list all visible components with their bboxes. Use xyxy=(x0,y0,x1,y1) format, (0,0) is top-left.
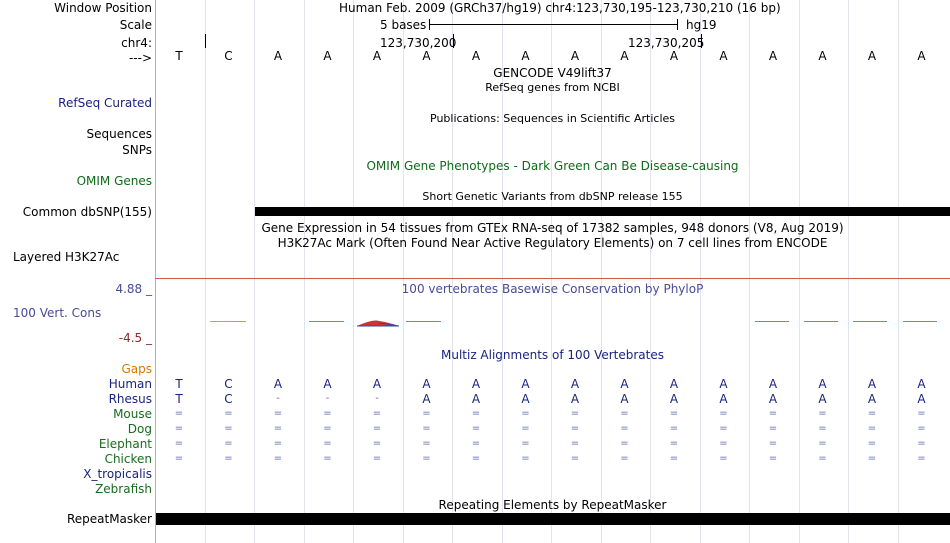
alignment-base: = xyxy=(719,408,728,419)
repeatmasker-track-title[interactable]: Repeating Elements by RepeatMasker xyxy=(438,498,667,512)
alignment-base: = xyxy=(669,438,679,449)
phylop-track-title[interactable]: 100 vertebrates Basewise Conservation by PhyloP xyxy=(401,282,704,296)
alignment-base: A xyxy=(917,392,926,406)
gencode-track-title[interactable]: GENCODE V49lift37 xyxy=(493,66,612,80)
alignment-base: = xyxy=(372,423,382,434)
alignment-base: = xyxy=(471,408,481,419)
alignment-base: A xyxy=(669,392,679,406)
phylop-max-label: 4.88 _ xyxy=(115,282,152,296)
alignment-base: = xyxy=(273,453,283,464)
alignment-base: = xyxy=(917,438,926,449)
reference-base: A xyxy=(422,49,431,63)
alignment-base: A xyxy=(570,392,580,406)
alignment-base: = xyxy=(719,438,728,449)
alignment-base: = xyxy=(917,423,926,434)
alignment-base: = xyxy=(719,453,728,464)
strand-label: ---> xyxy=(128,51,152,65)
species-label-human[interactable]: Human xyxy=(108,377,152,391)
alignment-base: = xyxy=(620,423,629,434)
alignment-base: = xyxy=(867,453,877,464)
alignment-base: = xyxy=(669,453,679,464)
alignment-base: = xyxy=(422,438,431,449)
repeatmasker-label[interactable]: RepeatMasker xyxy=(66,512,152,526)
common-dbsnp-label[interactable]: Common dbSNP(155) xyxy=(22,205,152,219)
phylop-signal xyxy=(755,321,789,322)
phylop-track-label[interactable]: 100 Vert. Cons xyxy=(13,306,102,320)
phylop-signal xyxy=(406,321,441,322)
alignment-base: = xyxy=(224,438,233,449)
alignment-base: = xyxy=(818,423,827,434)
alignment-base: = xyxy=(471,453,481,464)
phylop-signal xyxy=(210,321,246,322)
phylop-signal xyxy=(309,321,344,322)
alignment-base: A xyxy=(521,377,530,391)
reference-base: C xyxy=(224,49,233,63)
refseq-curated-label[interactable]: RefSeq Curated xyxy=(58,96,152,110)
alignment-base: = xyxy=(620,438,629,449)
alignment-base: - xyxy=(276,393,280,404)
alignment-base: A xyxy=(471,392,481,406)
alignment-base: C xyxy=(224,377,233,391)
alignment-base: = xyxy=(620,453,629,464)
reference-base: A xyxy=(521,49,530,63)
alignment-base: = xyxy=(768,453,778,464)
alignment-base: A xyxy=(917,377,926,391)
alignment-base: A xyxy=(273,377,283,391)
alignment-base: = xyxy=(521,408,530,419)
window-position-label: Window Position xyxy=(54,1,152,15)
alignment-base: = xyxy=(719,423,728,434)
omim-genes-label[interactable]: OMIM Genes xyxy=(76,174,152,188)
scale-bar xyxy=(429,24,677,25)
alignment-base: = xyxy=(422,453,431,464)
multiz-track-title[interactable]: Multiz Alignments of 100 Vertebrates xyxy=(440,348,665,362)
alignment-base: = xyxy=(471,423,481,434)
alignment-base: A xyxy=(620,377,629,391)
alignment-base: = xyxy=(224,408,233,419)
reference-base: A xyxy=(719,49,728,63)
alignment-base: = xyxy=(323,438,332,449)
alignment-base: A xyxy=(620,392,629,406)
dbsnp-track-title[interactable]: Short Genetic Variants from dbSNP release 155 xyxy=(422,190,683,203)
alignment-base: = xyxy=(768,438,778,449)
alignment-base: A xyxy=(323,377,332,391)
alignment-base: A xyxy=(422,377,431,391)
reference-base: A xyxy=(669,49,679,63)
reference-base: A xyxy=(273,49,283,63)
alignment-base: = xyxy=(372,438,382,449)
alignment-base: = xyxy=(521,423,530,434)
reference-base: T xyxy=(175,49,183,63)
species-label-dog[interactable]: Dog xyxy=(127,422,152,436)
coord-label-2: 123,730,205 xyxy=(628,36,705,50)
alignment-base: = xyxy=(570,423,580,434)
alignment-base: A xyxy=(471,377,481,391)
layered-h3k27ac-label[interactable]: Layered H3K27Ac xyxy=(13,250,120,264)
reference-base: A xyxy=(620,49,629,63)
alignment-base: C xyxy=(224,392,233,406)
alignment-base: = xyxy=(867,438,877,449)
alignment-base: = xyxy=(620,408,629,419)
alignment-base: = xyxy=(669,423,679,434)
alignment-base: A xyxy=(521,392,530,406)
alignment-base: T xyxy=(175,392,183,406)
alignment-base: A xyxy=(372,377,382,391)
scale-bar-right-tick xyxy=(677,19,678,30)
alignment-base: = xyxy=(224,423,233,434)
alignment-base: = xyxy=(917,453,926,464)
alignment-base: = xyxy=(521,438,530,449)
alignment-base: = xyxy=(273,408,283,419)
species-label-chicken[interactable]: Chicken xyxy=(104,452,152,466)
gtex-track-title[interactable]: Gene Expression in 54 tissues from GTEx RNA-seq of 17382 samples, 948 donors (V8, Aug 2019) xyxy=(261,221,844,235)
coord-tick-2 xyxy=(701,34,702,48)
alignment-base: = xyxy=(570,453,580,464)
h3k27ac-track-title[interactable]: H3K27Ac Mark (Often Found Near Active Regulatory Elements) on 7 cell lines from ENCODE xyxy=(277,236,828,250)
species-label-x-tropicalis[interactable]: X_tropicalis xyxy=(83,467,152,481)
alignment-base: = xyxy=(273,438,283,449)
scale-bases-text: 5 bases xyxy=(380,18,427,32)
alignment-base: = xyxy=(521,453,530,464)
alignment-base: = xyxy=(174,453,184,464)
alignment-base: = xyxy=(768,423,778,434)
reference-base: A xyxy=(570,49,580,63)
coord-tick-1 xyxy=(453,34,454,48)
alignment-base: = xyxy=(323,423,332,434)
track-separator-red xyxy=(155,278,950,279)
alignment-base: = xyxy=(372,408,382,419)
reference-base: A xyxy=(372,49,382,63)
alignment-base: = xyxy=(224,453,233,464)
phylop-signal xyxy=(804,321,838,322)
scale-bar-left-tick xyxy=(429,19,430,30)
alignment-base: = xyxy=(471,438,481,449)
alignment-base: A xyxy=(867,377,877,391)
alignment-base: A xyxy=(768,377,778,391)
alignment-base: A xyxy=(867,392,877,406)
sequences-label[interactable]: Sequences xyxy=(86,127,152,141)
phylop-signal xyxy=(903,321,937,322)
alignment-base: - xyxy=(325,393,330,404)
coord-label-1: 123,730,200 xyxy=(380,36,457,50)
alignment-base: = xyxy=(818,438,827,449)
scale-assembly-text: hg19 xyxy=(686,18,717,32)
browser-title: Human Feb. 2009 (GRCh37/hg19) chr4:123,730,195-123,730,210 (16 bp) xyxy=(339,1,781,15)
alignment-base: A xyxy=(719,392,728,406)
gaps-label[interactable]: Gaps xyxy=(121,362,152,376)
alignment-base: A xyxy=(768,392,778,406)
reference-base: A xyxy=(471,49,481,63)
species-label-rhesus[interactable]: Rhesus xyxy=(108,392,152,406)
alignment-base: = xyxy=(422,423,431,434)
alignment-base: A xyxy=(669,377,679,391)
alignment-base: A xyxy=(719,377,728,391)
alignment-base: = xyxy=(917,408,926,419)
phylop-min-label: -4.5 _ xyxy=(118,331,152,345)
alignment-base: = xyxy=(422,408,431,419)
omim-track-title[interactable]: OMIM Gene Phenotypes - Dark Green Can Be Disease-causing xyxy=(366,159,739,173)
alignment-base: = xyxy=(669,408,679,419)
dbsnp-feature-bar[interactable] xyxy=(255,207,950,216)
alignment-base: = xyxy=(174,423,184,434)
alignment-base: = xyxy=(867,408,877,419)
alignment-base: A xyxy=(422,392,431,406)
phylop-peak xyxy=(355,318,401,328)
reference-base: A xyxy=(818,49,827,63)
reference-base: A xyxy=(768,49,778,63)
refseq-track-subtitle[interactable]: RefSeq genes from NCBI xyxy=(485,81,620,94)
alignment-base: = xyxy=(174,408,184,419)
alignment-base: = xyxy=(768,408,778,419)
reference-base: A xyxy=(917,49,926,63)
alignment-base: = xyxy=(867,423,877,434)
alignment-base: = xyxy=(273,423,283,434)
publications-track-title[interactable]: Publications: Sequences in Scientific Articles xyxy=(430,112,675,125)
repeatmasker-feature-bar[interactable] xyxy=(156,513,950,525)
alignment-base: = xyxy=(570,408,580,419)
scale-label: Scale xyxy=(119,18,152,32)
species-label-zebrafish[interactable]: Zebrafish xyxy=(95,482,152,496)
alignment-base: = xyxy=(323,408,332,419)
alignment-base: = xyxy=(323,453,332,464)
species-label-elephant[interactable]: Elephant xyxy=(98,437,152,451)
coord-tick-start xyxy=(205,34,206,48)
alignment-base: A xyxy=(818,377,827,391)
species-label-mouse[interactable]: Mouse xyxy=(113,407,152,421)
phylop-signal xyxy=(853,321,887,322)
alignment-base: - xyxy=(375,393,379,404)
alignment-base: A xyxy=(818,392,827,406)
alignment-base: = xyxy=(372,453,382,464)
alignment-base: = xyxy=(570,438,580,449)
reference-base: A xyxy=(323,49,332,63)
chrom-label: chr4: xyxy=(121,36,152,50)
reference-base: A xyxy=(867,49,877,63)
alignment-base: = xyxy=(818,453,827,464)
alignment-base: = xyxy=(818,408,827,419)
alignment-base: A xyxy=(570,377,580,391)
alignment-base: T xyxy=(175,377,183,391)
snps-label[interactable]: SNPs xyxy=(122,143,152,157)
alignment-base: = xyxy=(174,438,184,449)
